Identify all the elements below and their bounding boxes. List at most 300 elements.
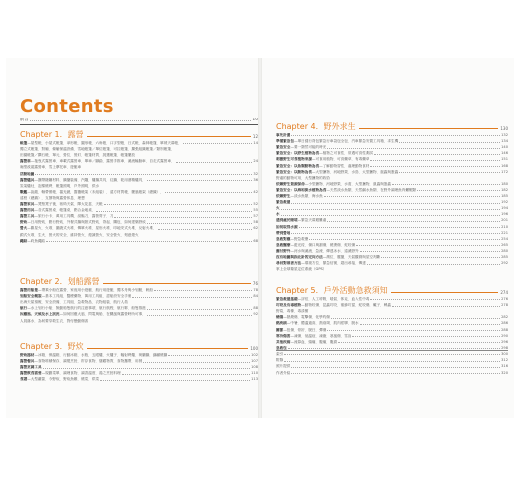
toc-entry[interactable] xyxy=(276,321,508,325)
toc-entry-subtopics: —植物之可食性．常遇可食性測試 xyxy=(319,151,374,156)
toc-entry-title xyxy=(20,371,121,375)
toc-entry[interactable] xyxy=(20,141,258,145)
toc-entry[interactable] xyxy=(20,239,258,243)
toc-entry-title xyxy=(20,365,42,369)
toc-entry[interactable] xyxy=(276,334,508,338)
chapter-heading[interactable] xyxy=(20,130,258,139)
toc-entry-title xyxy=(20,159,175,163)
toc-entry-subtopics: —動物咬傷．昆蟲叮咬．蜜蜂叮蜇．蛇咬傷．蠍子．蜱蟲 xyxy=(301,303,391,308)
toc-leader-dots xyxy=(417,190,500,191)
toc-entry-heading: 緊急安全：以海和淡水植物為食 xyxy=(276,187,327,192)
toc-entry-page: 92 xyxy=(253,312,258,317)
toc-entry-continuation: 鎖式火堆．生火．營火的安全．維持營火．熄滅營火．安全營火．刻意熄火 xyxy=(20,232,139,237)
toc-entry-subtopics: —熱燒傷．電擊傷．化學灼傷 xyxy=(283,315,330,320)
chapter-title: Chapter 4．野外求生 xyxy=(276,122,356,131)
chapter-heading[interactable] xyxy=(20,277,258,286)
toc-entry-heading: 露營用具 xyxy=(20,208,35,213)
toc-entry-page: 102 xyxy=(251,353,258,357)
toc-leader-dots xyxy=(291,367,500,368)
chapter-heading[interactable] xyxy=(276,122,508,131)
toc-leader-dots xyxy=(399,172,500,173)
toc-entry-title xyxy=(276,237,308,241)
toc-entry-title xyxy=(276,194,323,198)
toc-entry-heading: 急救包 xyxy=(276,345,287,350)
toc-entry-page: 180 xyxy=(501,181,508,186)
toc-entry-heading: 熱疾病 xyxy=(276,321,287,326)
toc-entry-title xyxy=(276,151,373,155)
toc-leader-dots xyxy=(327,148,500,149)
toc-entry-title xyxy=(20,172,34,176)
toc-leader-dots xyxy=(367,264,500,265)
toc-entry-title xyxy=(276,170,398,174)
toc-leader-dots xyxy=(324,196,500,197)
toc-entry[interactable] xyxy=(276,200,508,204)
toc-entry-page: 52 xyxy=(253,202,258,206)
toc-leader-dots xyxy=(291,203,500,204)
toc-entry-page: 55 xyxy=(253,208,258,213)
appendix-page: 300 xyxy=(501,352,508,356)
toc-leader-dots xyxy=(147,180,253,181)
toc-entry-heading: 露營用船隻 xyxy=(20,288,38,292)
toc-leader-dots xyxy=(309,239,500,240)
toc-leader-dots xyxy=(370,166,500,167)
toc-entry[interactable] xyxy=(20,226,258,230)
toc-entry-page: 221 xyxy=(501,230,508,235)
toc-entry-page: 286 xyxy=(501,321,508,326)
toc-leader-dots xyxy=(100,380,250,381)
toc-leader-dots xyxy=(291,135,500,136)
toc-entry[interactable] xyxy=(276,255,508,259)
toc-entry-page: 201 xyxy=(501,218,508,223)
toc-entry-title xyxy=(20,306,146,310)
toc-entry[interactable] xyxy=(276,139,508,143)
toc-entry-title xyxy=(276,188,416,192)
toc-entry-subtopics: —河水與溪流．急流．傳達冰水．遠溪野外 xyxy=(290,248,359,253)
toc-entry-subtopics: —野急救療 xyxy=(290,236,309,241)
toc-leader-dots xyxy=(96,211,252,212)
chapter-rule xyxy=(87,348,249,349)
appendix-entry[interactable] xyxy=(276,364,508,368)
toc-entry[interactable] xyxy=(276,340,508,344)
toc-leader-dots xyxy=(147,315,253,316)
toc-entry-title xyxy=(276,206,280,210)
toc-leader-dots xyxy=(291,373,500,374)
toc-entry-continuation: 炭架爐灶．泡棉燒烤．帳篷照明．戶外照明．供水 xyxy=(20,183,100,188)
appendix-page: 316 xyxy=(501,364,508,369)
toc-entry[interactable] xyxy=(20,190,258,194)
toc-entry[interactable] xyxy=(20,172,258,176)
toc-entry[interactable] xyxy=(276,188,508,192)
appendix-entry[interactable] xyxy=(276,371,508,375)
toc-leader-dots xyxy=(165,192,253,193)
toc-entry[interactable] xyxy=(276,157,508,161)
chapter-page: 76 xyxy=(252,281,258,286)
toc-entry-continuation: 廂型改裝露營車．雪上摩托車．遊艇車 xyxy=(20,165,82,170)
toc-entry-heading: 露營爐具 xyxy=(20,177,35,182)
toc-leader-dots xyxy=(30,120,252,121)
toc-entry-title xyxy=(20,202,103,206)
toc-leader-dots xyxy=(392,306,500,307)
toc-entry-heading: 緊急救援基礎 xyxy=(276,297,298,301)
toc-leader-dots xyxy=(281,209,501,210)
toc-entry-page: 14 xyxy=(253,141,258,145)
toc-entry-subtopics: —測位．羅盤．天氣觀測與星空判斷 xyxy=(322,255,381,259)
toc-entry-page: 254 xyxy=(501,236,508,241)
toc-entry-heading: 露營家具 xyxy=(20,202,35,206)
toc-entry-page: 192 xyxy=(501,200,508,205)
toc-entry[interactable] xyxy=(20,178,258,182)
toc-leader-dots xyxy=(299,227,501,228)
toc-entry-continuation: 出海天氣預報．安全設備．工具組．急救物品．衣物組裝．航行人員 xyxy=(20,300,128,305)
toc-entry[interactable] xyxy=(276,133,508,137)
toc-entry[interactable] xyxy=(20,365,258,369)
toc-entry-continuation: 遠程（總織）．支撐物與露營休息．理想 xyxy=(20,195,85,200)
toc-entry-subtopics: —淡水魚類．海水魚 xyxy=(290,194,323,198)
toc-entry-page: 42 xyxy=(253,189,258,194)
page-title: Contents xyxy=(20,96,114,117)
toc-entry[interactable] xyxy=(276,212,508,216)
toc-entry-subtopics: —各式露營桌．帳篷桌．鋁合金地桌． xyxy=(34,208,96,213)
toc-entry[interactable] xyxy=(276,261,508,265)
toc-entry-title xyxy=(276,212,280,216)
toc-entry-heading: 露營車 xyxy=(20,159,31,164)
toc-leader-dots xyxy=(183,143,253,144)
chapter-title: Chapter 5．戶外活動急救須知 xyxy=(276,286,388,295)
toc-entry[interactable] xyxy=(276,315,508,319)
chapter-heading[interactable] xyxy=(20,342,258,351)
toc-entry-title xyxy=(20,359,142,363)
toc-entry-heading: 急救對應 xyxy=(276,236,291,241)
toc-entry-subtopics: —緊急天幕避難處 xyxy=(297,218,327,223)
toc-entry-title xyxy=(276,133,290,137)
toc-entry-title xyxy=(276,303,391,307)
toc-entry-heading: 刺激野生可食植物來源 xyxy=(276,157,312,162)
divider xyxy=(20,124,258,125)
toc-leader-dots xyxy=(360,251,500,252)
toc-entry-continuation: 獨立式帳篷．對艙．條艙保溫設備．雪地帳篷／單位帳篷．可拉帳篷．擴張組織帳篷／類別帳篷． xyxy=(20,147,175,152)
toc-entry-page: 210 xyxy=(501,224,508,229)
toc-entry-page: 78 xyxy=(253,288,258,292)
toc-entry-heading: 戰艦 xyxy=(20,189,28,194)
toc-entry-heading: 依賴野生 xyxy=(276,194,291,198)
toc-leader-dots xyxy=(381,257,500,258)
toc-entry-heading: 關節 xyxy=(276,327,284,332)
toc-entry-title xyxy=(276,321,359,325)
toc-entry[interactable] xyxy=(20,312,258,316)
toc-entry[interactable] xyxy=(276,328,508,332)
appendix-entry[interactable] xyxy=(276,358,508,362)
toc-entry-subtopics: —藍光疫．傷口與割傷．燒燙傷．蛇咬傷 xyxy=(290,242,356,247)
toc-entry-heading: 食譜 xyxy=(20,377,28,382)
toc-entry-subtopics: —可食用植物．可食藥草．有毒藥草 xyxy=(311,157,370,162)
toc-entry-subtopics: —凳墊凳子後．宿椅天氣．陣大花盆．天帳 xyxy=(34,202,103,206)
toc-leader-dots xyxy=(352,336,500,337)
toc-entry-page: 58 xyxy=(253,220,258,225)
toc-entry-title xyxy=(276,334,351,338)
toc-leader-dots xyxy=(331,318,500,319)
toc-entry-subtopics: —冰箱．保溫箱．行動冰箱．水瓶．五眼爐．火爐子．輻射烤爐．荷蘭鍋．鑄鐵燒鍋 xyxy=(34,353,168,357)
toc-entry[interactable] xyxy=(276,249,508,253)
toc-entry-page: 298 xyxy=(501,345,508,350)
toc-entry-page: 292 xyxy=(501,261,508,266)
toc-entry-heading: 露營飲食需要 xyxy=(20,371,42,376)
toc-entry-continuation: 野處的動物可用．大型獵物的收拾 xyxy=(276,175,330,180)
toc-entry-heading: 沒有地圖與指北針的定向方法 xyxy=(276,255,323,259)
toc-leader-dots xyxy=(284,361,500,362)
toc-entry-heading: 事先計畫 xyxy=(276,133,291,137)
chapter-rule xyxy=(103,283,251,284)
toc-entry-page: 285 xyxy=(501,255,508,259)
toc-entry-heading: 露營工具 xyxy=(20,214,35,219)
toc-entry-page: 146 xyxy=(501,151,508,156)
toc-entry-page: 32 xyxy=(253,171,258,176)
toc-entry-heading: 划船安全概說 xyxy=(20,294,42,299)
toc-entry-title xyxy=(276,231,290,235)
toc-entry-heading: 營火 xyxy=(20,226,28,231)
foreword-entry[interactable] xyxy=(20,118,258,122)
toc-entry-continuation: 掌上全球衛星定位系統（GPS） xyxy=(276,267,327,272)
toc-entry-title xyxy=(276,243,355,247)
toc-entry-title xyxy=(20,312,146,316)
appendix-page: 320 xyxy=(501,370,508,375)
toc-entry-subtopics: —帶乘小船在露營．家庭用小遊艇．航行用遊艇．獨木舟與小划艇．帆船 xyxy=(37,288,153,292)
toc-leader-dots xyxy=(114,217,252,218)
toc-entry[interactable] xyxy=(276,297,508,301)
toc-entry-title xyxy=(276,297,369,301)
toc-entry-title xyxy=(20,220,146,224)
toc-entry-subtopics: —旅行小卡．萬用工具機．刮鬍刀．露營剪子．刀 xyxy=(34,214,114,219)
toc-entry-title xyxy=(276,145,326,149)
toc-entry-subtopics: —攜帶鏈罐材料．鍋盤裝備．汽爐．爐鍋共具．紅鍋．乾用酒精爐具． xyxy=(34,177,146,182)
toc-entry-subtopics: —扭傷．骨折．脫臼．彈傷 xyxy=(283,327,327,332)
toc-entry-heading: 因應風、天候及水上狀況 xyxy=(20,312,60,317)
toc-entry[interactable] xyxy=(276,151,508,155)
toc-entry-title xyxy=(276,315,330,319)
toc-entry-heading: 野炊 xyxy=(20,220,28,225)
toc-entry[interactable] xyxy=(20,202,258,206)
toc-entry-page: 88 xyxy=(253,306,258,311)
toc-entry-title xyxy=(276,218,326,222)
book-gutter xyxy=(258,58,262,418)
toc-entry-subtopics: —天然淡水魚類．天然鹹水魚類．在野外調理魚肉蠣蝦類 xyxy=(326,187,417,192)
toc-entry-title xyxy=(20,226,157,230)
toc-entry-heading: 燒傷 xyxy=(276,315,284,320)
toc-entry-page: 265 xyxy=(501,242,508,247)
toc-entry-title xyxy=(276,255,380,259)
toc-entry-title xyxy=(276,139,398,143)
toc-entry-title xyxy=(20,190,164,194)
toc-entry-subtopics: —約魚繩結 xyxy=(27,238,46,243)
toc-entry-page: 113 xyxy=(251,377,258,382)
chapter-page: 12 xyxy=(252,134,258,139)
toc-leader-dots xyxy=(374,154,500,155)
toc-entry-title xyxy=(20,288,153,292)
toc-entry-subtopics: —屋型帳．小屋式帳篷．拿形帳．圓形帳．六角帳．口字型帳．日式帳．森林帳篷．單坡天幕帳． xyxy=(27,141,182,145)
toc-entry-page: 57 xyxy=(253,214,258,219)
toc-entry-page: 172 xyxy=(501,169,508,174)
chapter-heading[interactable] xyxy=(276,286,508,295)
toc-leader-dots xyxy=(370,299,500,300)
toc-entry-page: 278 xyxy=(501,303,508,308)
toc-entry-title xyxy=(276,328,326,332)
toc-leader-dots xyxy=(360,324,500,325)
toc-entry-subtopics: —凍傷．低溫症．凍瘡．寒風傷．雪盲 xyxy=(290,333,352,338)
toc-entry[interactable] xyxy=(20,214,258,218)
foreword-page: 10 xyxy=(252,118,258,122)
appendix-label: 索引 xyxy=(276,352,284,356)
toc-entry-subtopics: —流鼻血．頭痛．腹痛．腹瀉 xyxy=(290,339,338,344)
toc-entry-title xyxy=(276,164,369,168)
toc-entry-subtopics: —錐星火．火堆．圍繞式火堆．傳單火堆．星形火堆．印地安式火堆．反射火堆． xyxy=(27,226,157,231)
toc-entry[interactable] xyxy=(276,164,508,168)
toc-entry-title xyxy=(20,294,131,298)
toc-entry-heading: 火 xyxy=(276,206,280,211)
toc-leader-dots xyxy=(46,241,252,242)
toc-entry-title xyxy=(276,225,298,229)
toc-entry[interactable] xyxy=(20,377,258,381)
toc-entry-subtopics: —要一類然可能的時光 xyxy=(290,145,327,150)
chapter-title: Chapter 3．野炊 xyxy=(20,342,84,351)
toc-leader-dots xyxy=(132,297,252,298)
toc-entry-page: 296 xyxy=(501,339,508,344)
toc-entry[interactable] xyxy=(276,194,508,198)
toc-entry-heading: 緊急救援 xyxy=(276,200,291,205)
appendix-label: 附錄 xyxy=(276,358,284,363)
toc-entry-title xyxy=(20,178,146,182)
toc-entry-title xyxy=(20,141,182,145)
chapter-rule xyxy=(359,128,499,129)
toc-entry-title xyxy=(20,239,45,243)
toc-leader-dots xyxy=(338,342,500,343)
toc-entry[interactable] xyxy=(20,159,258,163)
toc-leader-dots xyxy=(154,290,252,291)
toc-entry-page: 196 xyxy=(501,212,508,217)
toc-entry-page: 24 xyxy=(253,159,258,164)
appendix-label: 照片提供 xyxy=(276,364,291,369)
toc-entry[interactable] xyxy=(20,359,258,363)
toc-entry-page: 282 xyxy=(501,315,508,320)
toc-entry-page: 107 xyxy=(251,359,258,364)
toc-leader-dots xyxy=(168,355,250,356)
toc-entry-page: 108 xyxy=(251,365,258,370)
toc-entry-page: 168 xyxy=(501,163,508,168)
toc-entry-page: 140 xyxy=(501,145,508,150)
toc-entry-continuation: 野葛．毒橡．毒漆樹 xyxy=(276,309,309,314)
toc-entry-heading: 露營餐具 xyxy=(20,359,35,364)
toc-entry[interactable] xyxy=(276,303,508,307)
toc-entry-title xyxy=(20,353,167,357)
toc-leader-dots xyxy=(370,160,500,161)
chapter-page: 274 xyxy=(500,290,508,295)
toc-entry-page: 68 xyxy=(253,238,258,243)
toc-entry-title xyxy=(276,249,359,253)
toc-entry-page: 185 xyxy=(501,194,508,198)
toc-entry-heading: 緊急安全：以魚類動物為食 xyxy=(276,163,320,168)
toc-entry-heading: 帶到營地 xyxy=(276,230,291,235)
toc-entry-page: 110 xyxy=(251,371,258,376)
toc-entry-subtopics: —小型獵物．河地野果．水禽．大型獵物．鼠蟲與蛋蟲 xyxy=(304,181,391,186)
chapter-page: 130 xyxy=(500,126,508,131)
toc-entry-subtopics: —拖曳式露營車．車載式露營車．單車／腳踏．露營手推車．溪流輪胎車．自走式露營車． xyxy=(30,159,175,164)
toc-entry-heading: 應付野外 xyxy=(276,248,291,253)
toc-entry-heading: 緊急安全：以動物為食 xyxy=(276,169,312,174)
toc-entry[interactable] xyxy=(20,353,258,357)
toc-leader-dots xyxy=(143,362,250,363)
chapter-page: 100 xyxy=(250,346,258,351)
toc-entry[interactable] xyxy=(276,237,508,241)
toc-entry[interactable] xyxy=(20,371,258,375)
toc-entry-heading: 叮咬及有毒植物 xyxy=(276,303,302,308)
toc-leader-dots xyxy=(122,374,251,375)
toc-entry[interactable] xyxy=(276,182,508,186)
toc-entry-subtopics: —中暑．體溫過高．熱衰竭．肌肉痙攣．脫水 xyxy=(286,321,359,326)
toc-entry-page: 134 xyxy=(501,139,508,144)
toc-entry-page: 280 xyxy=(501,248,508,253)
toc-entry-page: 36 xyxy=(253,177,258,182)
toc-leader-dots xyxy=(327,330,500,331)
toc-entry-heading: 水 xyxy=(276,212,280,217)
appendix-entry[interactable] xyxy=(276,352,508,356)
toc-entry-title xyxy=(20,208,95,212)
toc-entry[interactable] xyxy=(20,208,258,212)
toc-entry[interactable] xyxy=(276,145,508,149)
toc-entry-heading: 露營烹調工具 xyxy=(20,365,42,370)
toc-entry-subtopics: —日用野炊．鋁行野炊．外餐式鍋與熱式野炊．背起．購包．如何建築野炊 xyxy=(27,220,146,225)
toc-leader-dots xyxy=(104,204,253,205)
toc-leader-dots xyxy=(43,368,251,369)
toc-entry-heading: 其他疾病 xyxy=(276,339,291,344)
toc-entry[interactable] xyxy=(20,288,258,292)
toc-entry-title xyxy=(276,182,391,186)
toc-entry-subtopics: —評估．人工呼吸．噎氣．休克．血入性中毒 xyxy=(297,297,370,301)
toc-entry-title xyxy=(276,157,369,161)
toc-entry-subtopics: —水上划行小船．無動船隻航行的注意事項．航行航程．航行夥．船隻推進 xyxy=(27,306,146,311)
toc-entry-page: 288 xyxy=(501,327,508,332)
toc-entry[interactable] xyxy=(276,206,508,210)
toc-entry-subtopics: —基本工具組．醫療藥物．萬用工具組．認船設安全手冊 xyxy=(41,294,132,299)
toc-entry[interactable] xyxy=(20,294,258,298)
toc-entry-heading: 航行 xyxy=(20,306,28,311)
toc-entry-continuation: 人員落水．為何要穿救生衣．對付懸動傷害 xyxy=(20,318,89,323)
toc-entry-subtopics: —大型獵物．河地野果．水鳥．大型獵物．鼠蟲與蛋蟲 xyxy=(311,169,399,174)
toc-entry-heading: 尋回對領者方法 xyxy=(276,261,302,266)
toc-entry[interactable] xyxy=(276,218,508,222)
toc-entry-title xyxy=(276,340,337,344)
toc-entry-page: 290 xyxy=(501,333,508,338)
toc-entry[interactable] xyxy=(276,231,508,235)
toc-leader-dots xyxy=(147,309,253,310)
toc-entry-subtopics: —大型蘿蔔．今野炊．野炊魚雞．燒菜．烘菜 xyxy=(27,377,100,382)
toc-entry[interactable] xyxy=(276,225,508,229)
chapter-title: Chapter 1．露營 xyxy=(20,130,84,139)
toc-entry-page: 276 xyxy=(501,297,508,301)
toc-leader-dots xyxy=(392,184,500,185)
toc-entry-subtopics: —如何因應大風．閃電與船．在颶風與露營時所可事． xyxy=(59,312,146,317)
toc-leader-dots xyxy=(399,142,500,143)
toc-leader-dots xyxy=(35,174,252,175)
toc-entry-heading: 野炊器材 xyxy=(20,353,35,357)
toc-entry-heading: 繩結 xyxy=(20,238,28,243)
appendix-label: 作者介紹 xyxy=(276,370,291,375)
toc-entry[interactable] xyxy=(276,170,508,174)
toc-leader-dots xyxy=(356,245,500,246)
toc-entry[interactable] xyxy=(20,220,258,224)
toc-entry-subtopics: —食物堆積保存．調製烹飪．貯存食物．儲藏物質．食物攜帶．用餐 xyxy=(34,359,143,364)
toc-entry-title xyxy=(276,261,366,265)
toc-entry[interactable] xyxy=(20,306,258,310)
toc-entry[interactable] xyxy=(276,243,508,247)
toc-entry-heading: 緊急安全：以野生植物為食 xyxy=(276,151,320,156)
